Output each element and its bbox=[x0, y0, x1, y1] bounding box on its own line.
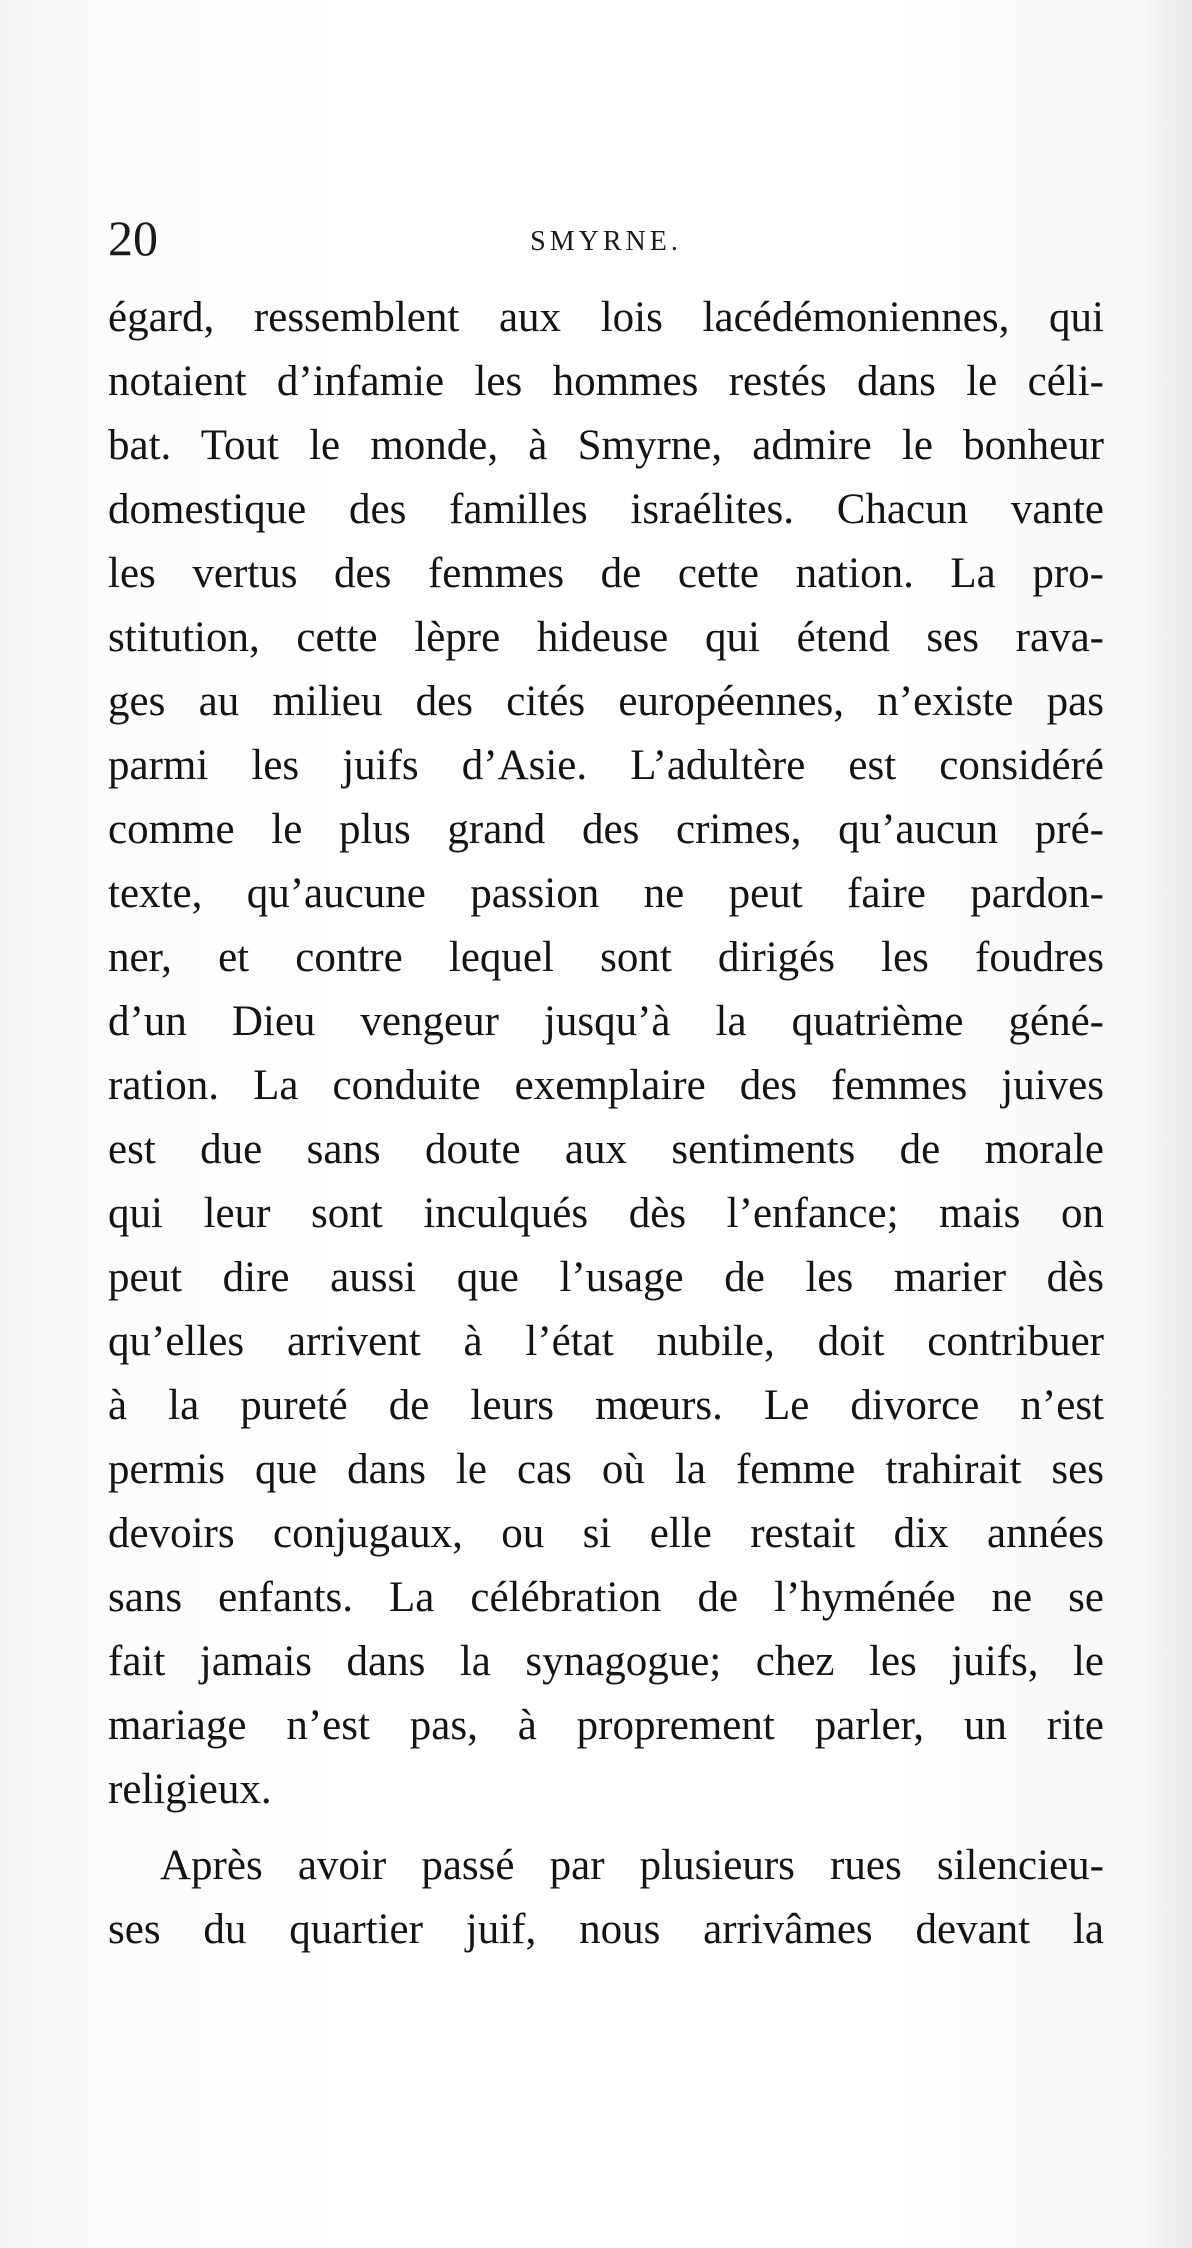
text-line: est due sans doute aux sentiments de morale bbox=[108, 1126, 1104, 1173]
text-line: comme le plus grand des crimes, qu’aucun pré- bbox=[108, 806, 1104, 853]
text-line: qui leur sont inculqués dès l’enfance; mais on bbox=[108, 1190, 1104, 1237]
text-line: ner, et contre lequel sont dirigés les foudres bbox=[108, 934, 1104, 981]
text-line: Après avoir passé par plusieurs rues silencieu- bbox=[160, 1842, 1104, 1889]
text-line: parmi les juifs d’Asie. L’adultère est considéré bbox=[108, 742, 1104, 789]
text-line: ges au milieu des cités européennes, n’existe pas bbox=[108, 678, 1104, 725]
text-line: ration. La conduite exemplaire des femmes juives bbox=[108, 1062, 1104, 1109]
page-header bbox=[108, 208, 1104, 278]
text-line: domestique des familles israélites. Chacun vante bbox=[108, 486, 1104, 533]
text-line: qu’elles arrivent à l’état nubile, doit contribuer bbox=[108, 1318, 1104, 1365]
text-line: texte, qu’aucune passion ne peut faire pardon- bbox=[108, 870, 1104, 917]
text-line: les vertus des femmes de cette nation. La pro- bbox=[108, 550, 1104, 597]
text-line: religieux. bbox=[108, 1766, 272, 1813]
text-line: mariage n’est pas, à proprement parler, un rite bbox=[108, 1702, 1104, 1749]
text-line: fait jamais dans la synagogue; chez les juifs, le bbox=[108, 1638, 1104, 1685]
text-line: d’un Dieu vengeur jusqu’à la quatrième géné- bbox=[108, 998, 1104, 1045]
paragraph-gap bbox=[108, 1822, 1104, 1834]
page-number: 20 bbox=[108, 210, 158, 266]
text-line: devoirs conjugaux, ou si elle restait dix années bbox=[108, 1510, 1104, 1557]
text-line: sans enfants. La célébration de l’hyménée ne se bbox=[108, 1574, 1104, 1621]
text-line: peut dire aussi que l’usage de les marier dès bbox=[108, 1254, 1104, 1301]
text-line: égard, ressemblent aux lois lacédémoniennes, qui bbox=[108, 294, 1104, 341]
text-line: permis que dans le cas où la femme trahirait ses bbox=[108, 1446, 1104, 1493]
paragraph bbox=[108, 1834, 1104, 1962]
running-head: SMYRNE. bbox=[530, 226, 682, 257]
paragraph bbox=[108, 286, 1104, 1822]
text-line: à la pureté de leurs mœurs. Le divorce n’est bbox=[108, 1382, 1104, 1429]
text-line: bat. Tout le monde, à Smyrne, admire le bonheur bbox=[108, 422, 1104, 469]
text-line: notaient d’infamie les hommes restés dans le céli- bbox=[108, 358, 1104, 405]
text-line: ses du quartier juif, nous arrivâmes devant la bbox=[108, 1906, 1104, 1953]
body-text bbox=[108, 286, 1104, 1962]
text-line: stitution, cette lèpre hideuse qui étend ses rava- bbox=[108, 614, 1104, 661]
